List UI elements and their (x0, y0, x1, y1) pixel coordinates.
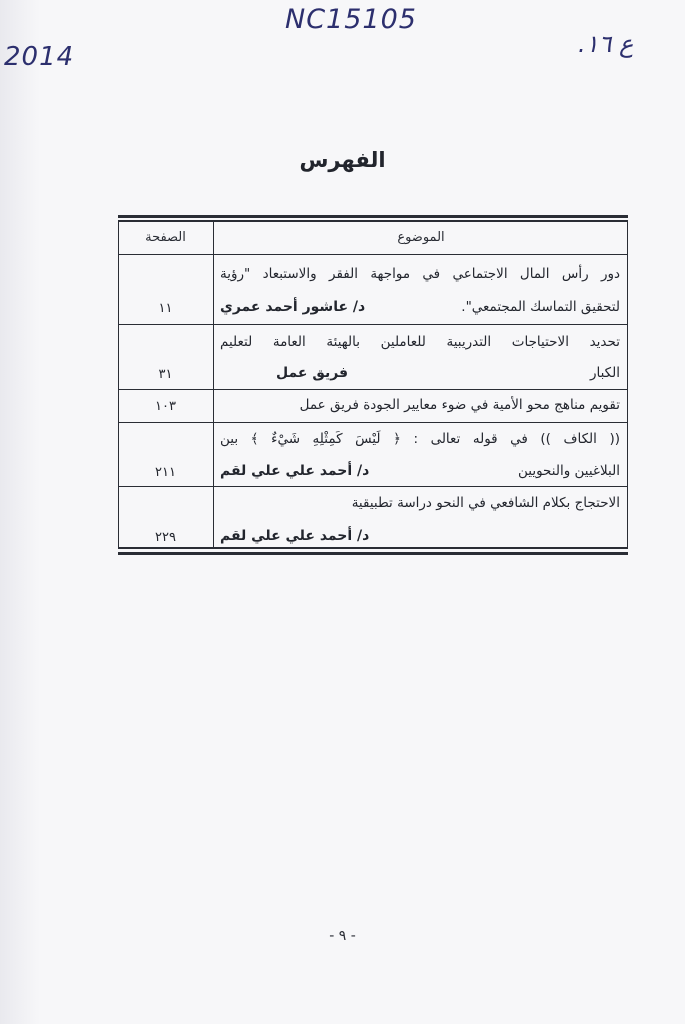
top-thick-rule (118, 215, 628, 218)
entry-title-line1: الاحتجاج بكلام الشافعي في النحو دراسة تطبيقية (351, 495, 620, 511)
entry-title-line1: تقويم مناهج محو الأمية في ضوء معايير الجودة فريق عمل (299, 397, 620, 413)
entry-title-line2 (220, 299, 620, 315)
column-divider (213, 221, 214, 548)
row-divider (118, 389, 628, 390)
header-page: الصفحة (145, 230, 186, 245)
row-divider (118, 324, 628, 325)
entry-author: د/ عاشور أحمد عمري (220, 299, 366, 315)
bottom-thick-rule (118, 552, 628, 555)
entry-title-line1: تحديد الاحتياجات التدريبية للعاملين بالهيئة العامة لتعليم (220, 334, 620, 350)
entry-title-line1: (( الكاف )) في قوله تعالى : ﴿ لَيْسَ كَمِثْلِهِ شَيْءٌ ﴾ بين (220, 431, 620, 447)
entry-author: فريق عمل (276, 365, 349, 381)
entry-title-line2-text: لتحقيق التماسك المجتمعي". (461, 299, 620, 315)
table-of-contents (118, 215, 628, 555)
entry-title-line2-text: البلاغيين والنحويين (517, 463, 620, 479)
row-divider (118, 486, 628, 487)
handwritten-corner-note: ع ١٦. (578, 30, 634, 58)
handwritten-year: 2014 (4, 42, 75, 72)
entry-page-number: ١١ (158, 301, 173, 316)
entry-page-number: ٣١ (158, 367, 173, 382)
header-divider (118, 254, 628, 255)
entry-page-number: ١٠٣ (155, 399, 176, 414)
page-title: الفهرس (299, 148, 386, 172)
entry-author: د/ أحمد علي علي لقم (220, 528, 370, 544)
header-topic: الموضوع (397, 230, 445, 245)
entry-author: د/ أحمد علي علي لقم (220, 463, 370, 479)
entry-title-line2 (220, 463, 620, 479)
entry-title-line2 (220, 365, 620, 381)
entry-page-number: ٢١١ (155, 465, 176, 480)
bottom-thin-rule (118, 548, 628, 549)
entry-page-number: ٢٢٩ (155, 530, 176, 545)
entry-title-line2-text: الكبار (589, 365, 620, 381)
handwritten-code: NC15105 (285, 4, 417, 35)
page-number-footer: - ٩ - (329, 928, 356, 944)
row-divider (118, 422, 628, 423)
entry-title-line1: دور رأس المال الاجتماعي في مواجهة الفقر والاستبعاد "رؤية (220, 266, 620, 282)
